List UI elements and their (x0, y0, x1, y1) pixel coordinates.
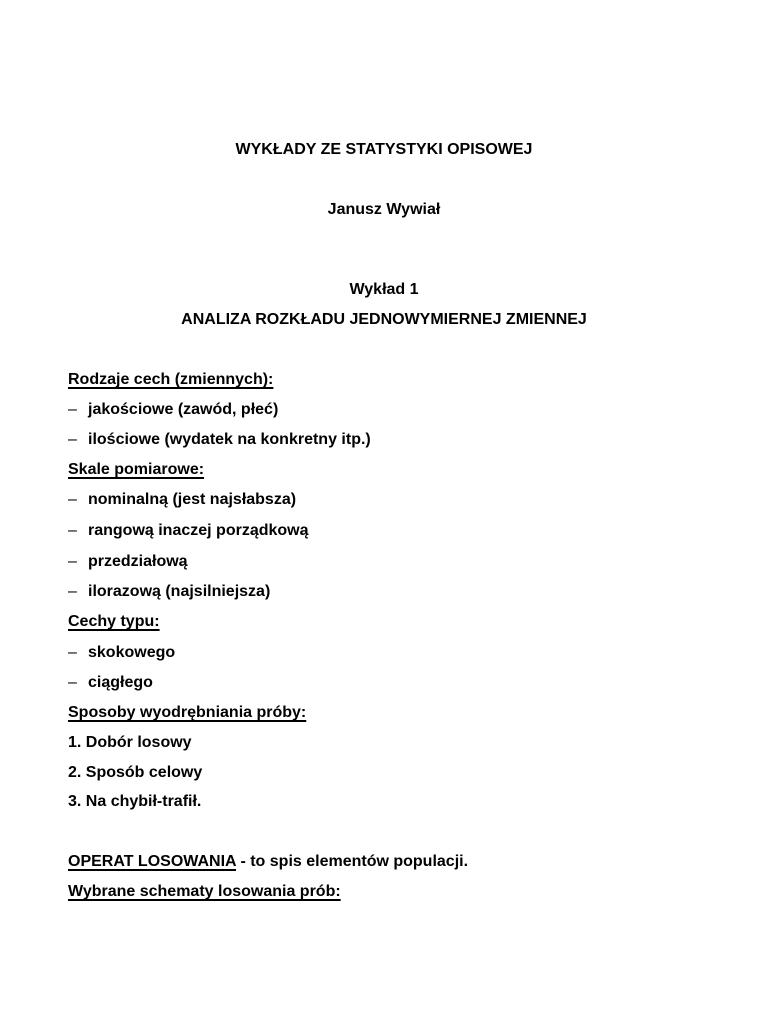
section-heading-skale: Skale pomiarowe: (68, 461, 205, 478)
numbered-item: 2. Sposób celowy (68, 764, 203, 781)
list-item-text: ciągłego (88, 674, 153, 691)
list-item (68, 400, 278, 420)
lecture-number: Wykład 1 (349, 281, 419, 298)
operat-term: OPERAT LOSOWANIA (68, 853, 236, 870)
list-item-text: przedziałową (88, 553, 188, 570)
list-item (68, 430, 371, 450)
list-item-text: ilościowe (wydatek na konkretny itp.) (88, 431, 371, 448)
dash-bullet: – (68, 583, 77, 600)
list-item (68, 490, 296, 510)
numbered-item: 3. Na chybił-trafił. (68, 793, 202, 810)
document-author: Janusz Wywiał (327, 201, 441, 218)
dash-bullet: – (68, 491, 77, 508)
dash-bullet: – (68, 522, 77, 539)
list-item-text: skokowego (88, 644, 176, 661)
dash-bullet: – (68, 401, 77, 418)
list-item-text: nominalną (jest najsłabsza) (88, 491, 297, 508)
list-item-text: ilorazową (najsilniejsza) (88, 583, 271, 600)
dash-bullet: – (68, 431, 77, 448)
section-heading-typy: Cechy typu: (68, 613, 160, 630)
list-item-text: jakościowe (zawód, płeć) (88, 401, 279, 418)
section-heading-schematy: Wybrane schematy losowania prób: (68, 883, 341, 900)
list-item (68, 552, 188, 572)
document-title: WYKŁADY ZE STATYSTYKI OPISOWEJ (235, 141, 533, 158)
list-item (68, 673, 153, 693)
list-item-text: rangową inaczej porządkową (88, 522, 309, 539)
dash-bullet: – (68, 644, 77, 661)
list-item (68, 643, 175, 663)
list-item (68, 521, 309, 541)
operat-definition (68, 852, 468, 872)
numbered-item: 1. Dobór losowy (68, 734, 192, 751)
section-heading-cechy: Rodzaje cech (zmiennych): (68, 371, 274, 388)
section-heading-sposoby: Sposoby wyodrębniania próby: (68, 704, 307, 721)
list-item (68, 582, 270, 602)
operat-definition-text: - to spis elementów populacji. (236, 853, 469, 870)
lecture-title: ANALIZA ROZKŁADU JEDNOWYMIERNEJ ZMIENNEJ (181, 311, 587, 328)
dash-bullet: – (68, 553, 77, 570)
dash-bullet: – (68, 674, 77, 691)
